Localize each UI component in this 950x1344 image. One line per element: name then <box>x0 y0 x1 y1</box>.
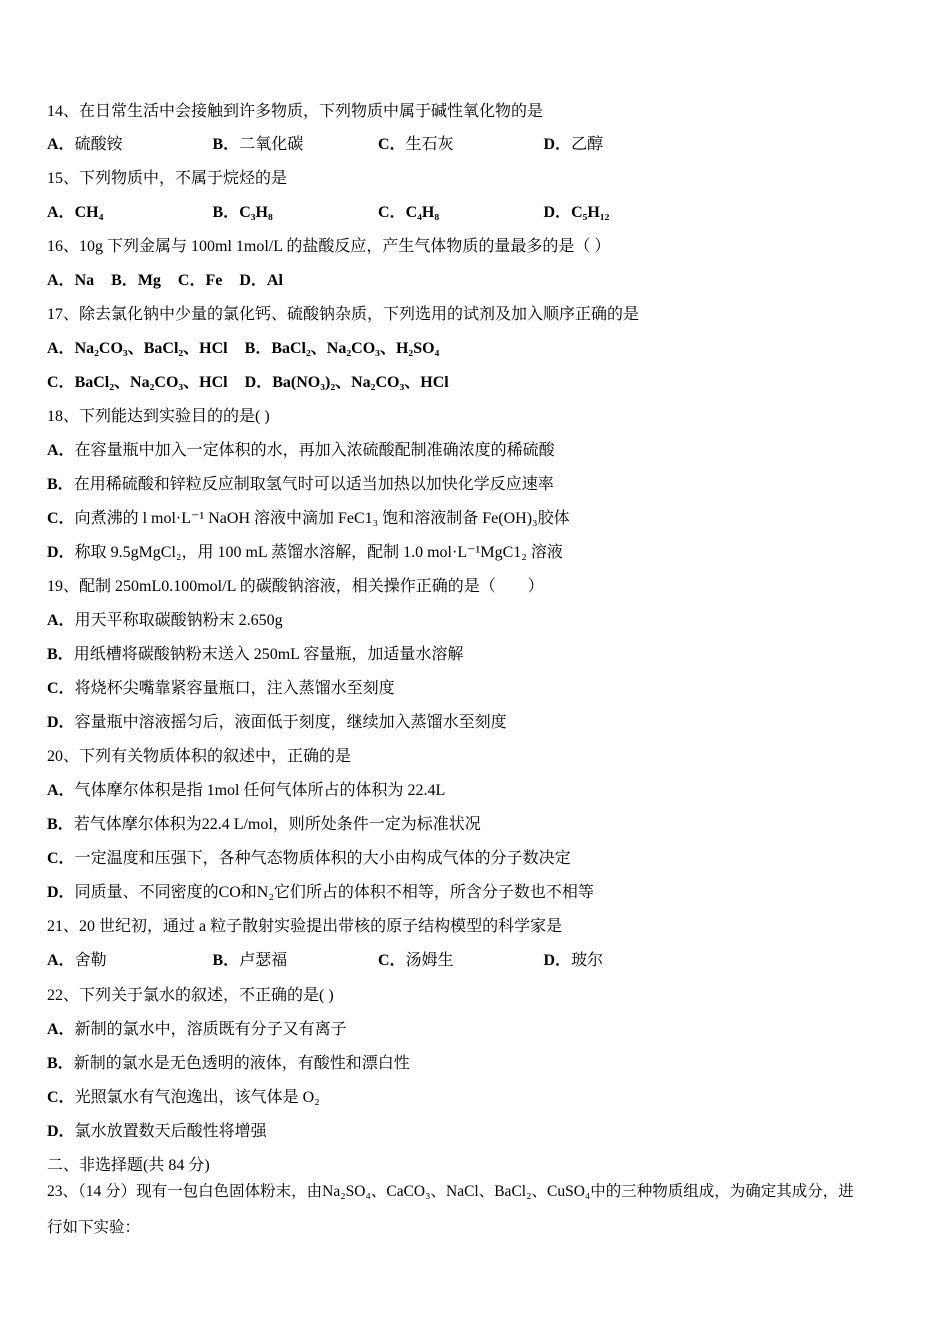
question-stem: 除去氯化钠中少量的氯化钙、硫酸钠杂质，下列选用的试剂及加入顺序正确的是 <box>79 306 640 323</box>
option-label: B． <box>244 340 272 357</box>
option-a <box>47 944 213 978</box>
option-label: C． <box>47 374 75 391</box>
q18-option-c <box>47 502 570 536</box>
option-text: 舍勒 <box>74 952 107 969</box>
q21-stem-line <box>47 910 562 944</box>
option-text: 将烧杯尖嘴靠紧容量瓶口，注入蒸馏水至刻度 <box>74 680 395 697</box>
option-text: Na <box>74 272 95 289</box>
question-number: 16、 <box>47 238 80 255</box>
option-text: Mg <box>137 272 161 289</box>
option-label: D． <box>244 374 273 391</box>
option-text: 光照氯水有气泡逸出，该气体是 O₂ <box>74 1089 320 1106</box>
option-c <box>378 944 544 978</box>
option-label: A． <box>47 442 75 459</box>
option-text: 若气体摩尔体积为22.4 L/mol，则所处条件一定为标准状况 <box>73 816 481 833</box>
option-label: B． <box>111 272 138 289</box>
q19-option-c <box>47 672 395 706</box>
option-d <box>544 196 710 230</box>
option-text: BaCl₂、Na₂CO₃、H₂SO₄ <box>271 340 440 357</box>
q14-stem-line <box>47 95 543 129</box>
option-label: A． <box>47 136 75 153</box>
question-stem: 下列物质中，不属于烷烃的是 <box>79 170 288 187</box>
question-number: 19、 <box>47 578 80 595</box>
option-label: C． <box>47 1089 75 1106</box>
option-text: Fe <box>205 272 223 289</box>
option-label: B． <box>47 816 74 833</box>
q23-stem-line-2: 行如下实验： <box>47 1219 141 1236</box>
option-label: A． <box>47 952 75 969</box>
q20-option-d <box>47 876 594 910</box>
option-label: B． <box>212 952 240 969</box>
question-stem: 下列有关物质体积的叙述中，正确的是 <box>79 748 352 765</box>
option-text: 硫酸铵 <box>74 136 123 153</box>
option-label: C． <box>378 136 406 153</box>
option-a <box>47 196 213 230</box>
option-d <box>239 264 283 298</box>
q15-stem-line <box>47 162 287 196</box>
option-text: 新制的氯水中，溶质既有分子又有离子 <box>74 1021 347 1038</box>
option-text: 卢瑟福 <box>239 952 288 969</box>
option-text: 新制的氯水是无色透明的液体，有酸性和漂白性 <box>73 1055 410 1072</box>
option-d <box>544 128 710 162</box>
option-label: D． <box>543 136 572 153</box>
option-label: B． <box>47 476 74 493</box>
q22-option-a <box>47 1013 347 1047</box>
option-text: 生石灰 <box>405 136 454 153</box>
option-label: C． <box>177 272 206 289</box>
section-heading: 二、非选择题(共 84 分) <box>47 1157 210 1174</box>
option-text: Na₂CO₃、BaCl₂、HCl <box>74 340 228 357</box>
question-number: 18、 <box>47 408 80 425</box>
question-number: 23、 <box>47 1183 79 1200</box>
option-label: A． <box>47 272 75 289</box>
question-stem: 10g 下列金属与 100ml 1mol/L 的盐酸反应，产生气体物质的量最多的是（ ） <box>79 238 611 255</box>
option-b <box>213 128 379 162</box>
question-number: 17、 <box>47 306 80 323</box>
option-text: 用纸槽将碳酸钠粉末送入 250mL 容量瓶，加适量水溶解 <box>73 646 464 663</box>
option-label: A． <box>47 782 75 799</box>
option-a <box>47 264 94 298</box>
option-text: BaCl₂、Na₂CO₃、HCl <box>74 374 228 391</box>
option-text: 气体摩尔体积是指 1mol 任何气体所占的体积为 22.4L <box>74 782 446 799</box>
option-text: 汤姆生 <box>405 952 454 969</box>
option-a <box>47 128 213 162</box>
q20-option-b <box>47 808 481 842</box>
q22-stem-line <box>47 979 334 1013</box>
option-label: D． <box>47 1123 75 1140</box>
option-d <box>245 366 449 400</box>
option-b <box>245 332 440 366</box>
q19-option-a <box>47 604 283 638</box>
q17-options-row-1 <box>47 332 456 366</box>
q16-options <box>47 264 300 298</box>
option-text: 容量瓶中溶液摇匀后，液面低于刻度，继续加入蒸馏水至刻度 <box>74 714 507 731</box>
option-text: Ba(NO₃)₂、Na₂CO₃、HCl <box>272 374 449 391</box>
option-label: B． <box>212 136 240 153</box>
option-label: A． <box>47 1021 75 1038</box>
q22-option-d <box>47 1115 267 1149</box>
option-label: D． <box>47 884 75 901</box>
question-stem: 现有一包白色固体粉末，由Na₂SO₄、CaCO₃、NaCl、BaCl₂、CuSO₄中的三种物质组成，为确定其成分，进 <box>136 1183 854 1200</box>
option-text: C₃H₈ <box>239 204 273 221</box>
question-number: 14、 <box>47 103 80 120</box>
q17-options-row-2 <box>47 366 466 400</box>
option-d <box>544 944 710 978</box>
option-label: D． <box>543 204 572 221</box>
q20-stem-line <box>47 740 351 774</box>
option-label: A． <box>47 612 75 629</box>
option-label: C． <box>378 952 406 969</box>
option-label: B． <box>212 204 240 221</box>
question-number: 21、 <box>47 918 80 935</box>
q22-option-c <box>47 1081 320 1115</box>
q14-options <box>47 128 709 162</box>
option-text: 玻尔 <box>571 952 604 969</box>
q18-option-b <box>47 468 554 502</box>
question-stem: 20 世纪初，通过 a 粒子散射实验提出带核的原子结构模型的科学家是 <box>79 918 563 935</box>
question-number: 15、 <box>47 170 80 187</box>
option-label: A． <box>47 204 75 221</box>
option-text: Al <box>266 272 283 289</box>
option-c <box>378 196 544 230</box>
option-text: 称取 9.5gMgCl₂，用 100 mL 蒸馏水溶解，配制 1.0 mol·L⁻¹MgC1₂ 溶液 <box>74 544 563 561</box>
option-b <box>111 264 161 298</box>
option-text: 同质量、不同密度的CO和N₂它们所占的体积不相等，所含分子数也不相等 <box>74 884 594 901</box>
q18-stem-line <box>47 400 270 434</box>
question-stem: 下列能达到实验目的的是( ) <box>79 408 270 425</box>
option-a <box>47 332 228 366</box>
option-text: 二氧化碳 <box>239 136 304 153</box>
option-b <box>213 944 379 978</box>
option-label: A． <box>47 340 75 357</box>
option-text: 一定温度和压强下，各种气态物质体积的大小由构成气体的分子数决定 <box>74 850 571 867</box>
question-score: （14 分） <box>78 1183 137 1200</box>
option-text: C₅H₁₂ <box>571 204 610 221</box>
q19-option-d <box>47 706 507 740</box>
option-label: D． <box>543 952 572 969</box>
option-label: C． <box>47 680 75 697</box>
option-label: D． <box>47 544 75 561</box>
option-label: B． <box>47 1055 74 1072</box>
q19-option-b <box>47 638 463 672</box>
option-text: CH₄ <box>74 204 104 221</box>
option-label: D． <box>47 714 75 731</box>
option-text: 向煮沸的 l mol·L⁻¹ NaOH 溶液中滴加 FeC1₃ 饱和溶液制备 Fe(OH)₃胶体 <box>74 510 570 527</box>
q20-option-c <box>47 842 571 876</box>
option-text: 在容量瓶中加入一定体积的水，再加入浓硫酸配制准确浓度的稀硫酸 <box>74 442 555 459</box>
option-label: D． <box>239 272 267 289</box>
option-text: 用天平称取碳酸钠粉末 2.650g <box>74 612 283 629</box>
option-b <box>213 196 379 230</box>
option-c <box>378 128 544 162</box>
option-text: C₄H₈ <box>405 204 440 221</box>
option-label: C． <box>47 850 75 867</box>
option-c <box>47 366 228 400</box>
question-number: 22、 <box>47 987 80 1004</box>
question-stem: 配制 250mL0.100mol/L 的碳酸钠溶液，相关操作正确的是（ ） <box>79 578 544 595</box>
option-text: 乙醇 <box>571 136 604 153</box>
q20-option-a <box>47 774 445 808</box>
option-label: C． <box>47 510 75 527</box>
q22-option-b <box>47 1047 410 1081</box>
q19-stem-line <box>47 570 544 604</box>
q21-options <box>47 944 709 978</box>
q18-option-d <box>47 536 563 570</box>
option-c <box>178 264 222 298</box>
q17-stem-line <box>47 298 639 332</box>
q15-options <box>47 196 709 230</box>
option-text: 氯水放置数天后酸性将增强 <box>74 1123 267 1140</box>
question-number: 20、 <box>47 748 80 765</box>
q23-stem-line-1 <box>47 1174 854 1210</box>
question-stem: 在日常生活中会接触到许多物质，下列物质中属于碱性氧化物的是 <box>79 103 544 120</box>
q16-stem-line <box>47 230 610 264</box>
option-label: C． <box>378 204 406 221</box>
question-stem: 下列关于氯水的叙述，不正确的是( ) <box>79 987 334 1004</box>
q18-option-a <box>47 434 555 468</box>
option-label: B． <box>47 646 74 663</box>
option-text: 在用稀硫酸和锌粒反应制取氢气时可以适当加热以加快化学反应速率 <box>73 476 554 493</box>
